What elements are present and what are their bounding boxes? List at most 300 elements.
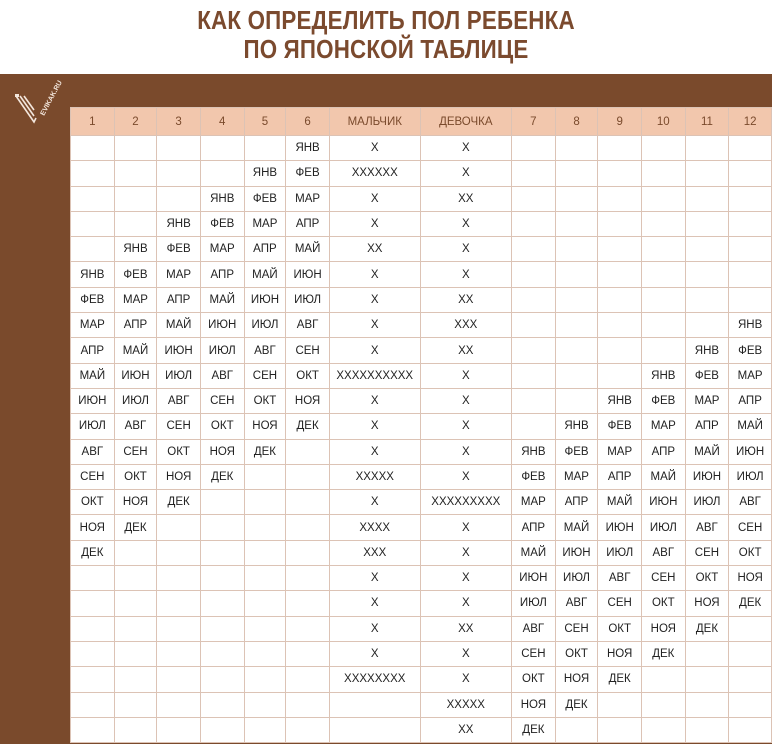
cell-col-10: [641, 136, 685, 161]
cell-col-boy: XXXXXXXX: [329, 667, 420, 692]
cell-col-4: ЯНВ: [200, 186, 244, 211]
cell-col-1: ИЮН: [71, 388, 115, 413]
cell-col-3: [157, 186, 201, 211]
cell-col-9: НОЯ: [598, 641, 642, 666]
cell-col-3: [157, 540, 201, 565]
cell-col-10: АПР: [641, 439, 685, 464]
cell-col-2: [114, 566, 157, 591]
header-col-5: 5: [244, 108, 286, 136]
cell-col-3: [157, 566, 201, 591]
cell-col-5: ФЕВ: [244, 186, 286, 211]
cell-col-girl: X: [420, 237, 511, 262]
cell-col-2: [114, 161, 157, 186]
cell-col-boy: X: [329, 414, 420, 439]
cell-col-5: [244, 692, 286, 717]
cell-col-6: [286, 667, 330, 692]
cell-col-11: АВГ: [685, 515, 729, 540]
cell-col-5: [244, 490, 286, 515]
cell-col-3: [157, 161, 201, 186]
cell-col-4: [200, 540, 244, 565]
cell-col-12: ИЮН: [729, 439, 772, 464]
cell-col-3: ДЕК: [157, 490, 201, 515]
cell-col-boy: X: [329, 313, 420, 338]
cell-col-9: [598, 161, 642, 186]
cell-col-2: МАЙ: [114, 338, 157, 363]
header-col-1: 1: [71, 108, 115, 136]
cell-col-7: [512, 262, 556, 287]
cell-col-3: [157, 515, 201, 540]
table-row: [71, 667, 772, 692]
cell-col-12: [729, 287, 772, 312]
cell-col-7: [512, 237, 556, 262]
cell-col-3: ИЮН: [157, 338, 201, 363]
cell-col-11: [685, 211, 729, 236]
cell-col-girl: XXXXXXXXX: [420, 490, 511, 515]
cell-col-6: [286, 616, 330, 641]
table-row: [71, 439, 772, 464]
cell-col-9: [598, 211, 642, 236]
cell-col-7: ДЕК: [512, 717, 556, 742]
cell-col-3: [157, 591, 201, 616]
cell-col-12: [729, 237, 772, 262]
cell-col-7: [512, 287, 556, 312]
cell-col-12: [729, 161, 772, 186]
cell-col-9: ФЕВ: [598, 414, 642, 439]
cell-col-1: [71, 717, 115, 742]
table-row: [71, 136, 772, 161]
cell-col-5: АПР: [244, 237, 286, 262]
table-header-row: [71, 108, 772, 136]
cell-col-12: [729, 616, 772, 641]
header-col-3: 3: [157, 108, 201, 136]
table-row: [71, 237, 772, 262]
cell-col-1: [71, 641, 115, 666]
cell-col-girl: X: [420, 515, 511, 540]
cell-col-8: ДЕК: [555, 692, 598, 717]
cell-col-8: [555, 136, 598, 161]
cell-col-12: [729, 667, 772, 692]
table-row: [71, 540, 772, 565]
cell-col-1: ОКТ: [71, 490, 115, 515]
cell-col-12: [729, 641, 772, 666]
cell-col-12: НОЯ: [729, 566, 772, 591]
cell-col-10: ДЕК: [641, 641, 685, 666]
cell-col-3: [157, 692, 201, 717]
cell-col-2: [114, 211, 157, 236]
cell-col-7: [512, 388, 556, 413]
table-row: [71, 692, 772, 717]
cell-col-5: НОЯ: [244, 414, 286, 439]
cell-col-10: [641, 186, 685, 211]
cell-col-6: [286, 692, 330, 717]
cell-col-10: [641, 692, 685, 717]
cell-col-3: ЯНВ: [157, 211, 201, 236]
cell-col-girl: X: [420, 667, 511, 692]
cell-col-3: МАЙ: [157, 313, 201, 338]
cell-col-1: [71, 237, 115, 262]
cell-col-6: АВГ: [286, 313, 330, 338]
cell-col-boy: X: [329, 439, 420, 464]
cell-col-boy: X: [329, 338, 420, 363]
cell-col-10: [641, 338, 685, 363]
cell-col-8: [555, 161, 598, 186]
cell-col-11: НОЯ: [685, 591, 729, 616]
cell-col-11: [685, 161, 729, 186]
header-col-11: 11: [685, 108, 729, 136]
cell-col-11: [685, 692, 729, 717]
cell-col-4: МАЙ: [200, 287, 244, 312]
cell-col-2: АВГ: [114, 414, 157, 439]
cell-col-girl: X: [420, 439, 511, 464]
cell-col-8: ЯНВ: [555, 414, 598, 439]
cell-col-7: [512, 186, 556, 211]
header-col-2: 2: [114, 108, 157, 136]
cell-col-11: [685, 262, 729, 287]
cell-col-6: СЕН: [286, 338, 330, 363]
table-row: [71, 186, 772, 211]
cell-col-7: [512, 313, 556, 338]
cell-col-12: [729, 186, 772, 211]
cell-col-6: [286, 540, 330, 565]
cell-col-1: [71, 161, 115, 186]
cell-col-3: ФЕВ: [157, 237, 201, 262]
cell-col-11: ДЕК: [685, 616, 729, 641]
cell-col-boy: X: [329, 641, 420, 666]
cell-col-5: [244, 667, 286, 692]
cell-col-6: ФЕВ: [286, 161, 330, 186]
cell-col-1: [71, 591, 115, 616]
cell-col-12: МАЙ: [729, 414, 772, 439]
cell-col-10: МАР: [641, 414, 685, 439]
cell-col-1: [71, 211, 115, 236]
cell-col-1: ЯНВ: [71, 262, 115, 287]
cell-col-girl: XXXXX: [420, 692, 511, 717]
cell-col-2: НОЯ: [114, 490, 157, 515]
cell-col-8: МАЙ: [555, 515, 598, 540]
cell-col-9: МАР: [598, 439, 642, 464]
cell-col-5: МАЙ: [244, 262, 286, 287]
header-col-7: 7: [512, 108, 556, 136]
cell-col-girl: XX: [420, 616, 511, 641]
cell-col-12: ДЕК: [729, 591, 772, 616]
cell-col-9: АПР: [598, 464, 642, 489]
cell-col-10: СЕН: [641, 566, 685, 591]
cell-col-2: ДЕК: [114, 515, 157, 540]
cell-col-boy: XXXX: [329, 515, 420, 540]
cell-col-10: ИЮН: [641, 490, 685, 515]
cell-col-9: АВГ: [598, 566, 642, 591]
cell-col-8: [555, 388, 598, 413]
cell-col-5: [244, 616, 286, 641]
cell-col-5: [244, 717, 286, 742]
cell-col-5: ЯНВ: [244, 161, 286, 186]
cell-col-1: [71, 667, 115, 692]
cell-col-3: АПР: [157, 287, 201, 312]
cell-col-3: СЕН: [157, 414, 201, 439]
cell-col-boy: X: [329, 388, 420, 413]
cell-col-7: [512, 211, 556, 236]
table-row: [71, 717, 772, 742]
cell-col-11: [685, 136, 729, 161]
cell-col-1: [71, 692, 115, 717]
cell-col-boy: X: [329, 591, 420, 616]
cell-col-10: [641, 237, 685, 262]
cell-col-3: [157, 717, 201, 742]
cell-col-4: ФЕВ: [200, 211, 244, 236]
conception-table: [70, 107, 772, 743]
cell-col-boy: XXXXXX: [329, 161, 420, 186]
cell-col-4: [200, 616, 244, 641]
cell-col-8: [555, 338, 598, 363]
cell-col-9: [598, 363, 642, 388]
cell-col-8: ИЮЛ: [555, 566, 598, 591]
cell-col-11: [685, 313, 729, 338]
cell-col-6: ДЕК: [286, 414, 330, 439]
cell-col-1: [71, 186, 115, 211]
cell-col-3: ИЮЛ: [157, 363, 201, 388]
cell-col-4: ИЮН: [200, 313, 244, 338]
cell-col-4: [200, 641, 244, 666]
table-row: [71, 161, 772, 186]
cell-col-2: [114, 641, 157, 666]
cell-col-11: [685, 237, 729, 262]
cell-col-10: [641, 211, 685, 236]
cell-col-3: [157, 641, 201, 666]
title-line-1: КАК ОПРЕДЕЛИТЬ ПОЛ РЕБЕНКА: [197, 5, 575, 35]
cell-col-6: [286, 591, 330, 616]
cell-col-11: [685, 641, 729, 666]
cell-col-5: [244, 136, 286, 161]
cell-col-9: СЕН: [598, 591, 642, 616]
cell-col-8: [555, 313, 598, 338]
cell-col-9: [598, 338, 642, 363]
cell-col-6: [286, 515, 330, 540]
cell-col-7: ИЮЛ: [512, 591, 556, 616]
cell-col-2: [114, 136, 157, 161]
cell-col-8: [555, 717, 598, 742]
cell-col-10: ФЕВ: [641, 388, 685, 413]
cell-col-11: [685, 287, 729, 312]
cell-col-girl: X: [420, 566, 511, 591]
cell-col-12: АПР: [729, 388, 772, 413]
cell-col-2: [114, 540, 157, 565]
table-row: [71, 388, 772, 413]
cell-col-2: [114, 692, 157, 717]
cell-col-12: [729, 136, 772, 161]
cell-col-4: МАР: [200, 237, 244, 262]
cell-col-1: [71, 616, 115, 641]
cell-col-2: ФЕВ: [114, 262, 157, 287]
cell-col-girl: XX: [420, 287, 511, 312]
cell-col-boy: [329, 717, 420, 742]
cell-col-11: ФЕВ: [685, 363, 729, 388]
cell-col-12: СЕН: [729, 515, 772, 540]
cell-col-7: [512, 161, 556, 186]
header-col-boy: МАЛЬЧИК: [329, 108, 420, 136]
cell-col-5: [244, 641, 286, 666]
cell-col-2: ЯНВ: [114, 237, 157, 262]
cell-col-9: ДЕК: [598, 667, 642, 692]
cell-col-1: МАР: [71, 313, 115, 338]
cell-col-6: ОКТ: [286, 363, 330, 388]
cell-col-8: [555, 363, 598, 388]
cell-col-boy: [329, 692, 420, 717]
cell-col-4: [200, 515, 244, 540]
cell-col-7: [512, 338, 556, 363]
cell-col-2: [114, 717, 157, 742]
cell-col-2: МАР: [114, 287, 157, 312]
cell-col-8: АПР: [555, 490, 598, 515]
table-row: [71, 262, 772, 287]
cell-col-11: ОКТ: [685, 566, 729, 591]
cell-col-7: [512, 414, 556, 439]
cell-col-6: МАР: [286, 186, 330, 211]
cell-col-7: [512, 136, 556, 161]
cell-col-12: ФЕВ: [729, 338, 772, 363]
cell-col-5: ИЮЛ: [244, 313, 286, 338]
cell-col-7: НОЯ: [512, 692, 556, 717]
cell-col-8: [555, 262, 598, 287]
cell-col-boy: X: [329, 211, 420, 236]
cell-col-6: ИЮН: [286, 262, 330, 287]
cell-col-9: ИЮЛ: [598, 540, 642, 565]
cell-col-11: [685, 717, 729, 742]
cell-col-9: [598, 136, 642, 161]
cell-col-2: ОКТ: [114, 464, 157, 489]
cell-col-5: [244, 566, 286, 591]
cell-col-2: АПР: [114, 313, 157, 338]
cell-col-girl: X: [420, 211, 511, 236]
cell-col-6: [286, 490, 330, 515]
cell-col-9: ЯНВ: [598, 388, 642, 413]
table-row: [71, 464, 772, 489]
cell-col-2: [114, 186, 157, 211]
cell-col-girl: XX: [420, 186, 511, 211]
cell-col-4: [200, 692, 244, 717]
cell-col-3: ОКТ: [157, 439, 201, 464]
cell-col-boy: X: [329, 136, 420, 161]
cell-col-9: [598, 237, 642, 262]
cell-col-4: ДЕК: [200, 464, 244, 489]
cell-col-10: ОКТ: [641, 591, 685, 616]
table-row: [71, 490, 772, 515]
cell-col-4: [200, 490, 244, 515]
cell-col-boy: X: [329, 490, 420, 515]
cell-col-5: [244, 591, 286, 616]
cell-col-1: ДЕК: [71, 540, 115, 565]
cell-col-10: НОЯ: [641, 616, 685, 641]
cell-col-boy: XX: [329, 237, 420, 262]
header-col-girl: ДЕВОЧКА: [420, 108, 511, 136]
cell-col-11: ИЮЛ: [685, 490, 729, 515]
cell-col-2: ИЮН: [114, 363, 157, 388]
cell-col-boy: X: [329, 287, 420, 312]
cell-col-6: НОЯ: [286, 388, 330, 413]
logo-text: EVIKAK.RU: [39, 79, 64, 117]
cell-col-boy: X: [329, 566, 420, 591]
cell-col-9: [598, 692, 642, 717]
table-row: [71, 641, 772, 666]
cell-col-boy: X: [329, 616, 420, 641]
table-row: [71, 515, 772, 540]
cell-col-5: [244, 515, 286, 540]
cell-col-4: СЕН: [200, 388, 244, 413]
cell-col-5: МАР: [244, 211, 286, 236]
cell-col-girl: X: [420, 388, 511, 413]
cell-col-10: ИЮЛ: [641, 515, 685, 540]
cell-col-9: ОКТ: [598, 616, 642, 641]
cell-col-5: [244, 464, 286, 489]
cell-col-girl: X: [420, 540, 511, 565]
cell-col-10: [641, 262, 685, 287]
cell-col-6: АПР: [286, 211, 330, 236]
cell-col-12: ИЮЛ: [729, 464, 772, 489]
cell-col-10: [641, 161, 685, 186]
cell-col-9: [598, 262, 642, 287]
cell-col-7: АПР: [512, 515, 556, 540]
cell-col-8: ОКТ: [555, 641, 598, 666]
cell-col-7: АВГ: [512, 616, 556, 641]
cell-col-11: МАЙ: [685, 439, 729, 464]
header-col-12: 12: [729, 108, 772, 136]
cell-col-2: ИЮЛ: [114, 388, 157, 413]
cell-col-12: МАР: [729, 363, 772, 388]
cell-col-girl: X: [420, 136, 511, 161]
cell-col-6: ЯНВ: [286, 136, 330, 161]
cell-col-9: МАЙ: [598, 490, 642, 515]
cell-col-8: СЕН: [555, 616, 598, 641]
cell-col-10: [641, 717, 685, 742]
cell-col-11: СЕН: [685, 540, 729, 565]
cell-col-girl: XX: [420, 717, 511, 742]
cell-col-5: [244, 540, 286, 565]
cell-col-4: [200, 591, 244, 616]
cell-col-1: АВГ: [71, 439, 115, 464]
cell-col-boy: XXXXXXXXXX: [329, 363, 420, 388]
cell-col-8: [555, 287, 598, 312]
cell-col-12: [729, 717, 772, 742]
cell-col-1: ИЮЛ: [71, 414, 115, 439]
cell-col-girl: XXX: [420, 313, 511, 338]
cell-col-10: МАЙ: [641, 464, 685, 489]
cell-col-boy: X: [329, 262, 420, 287]
cell-col-4: ОКТ: [200, 414, 244, 439]
cell-col-9: [598, 717, 642, 742]
cell-col-1: [71, 136, 115, 161]
cell-col-12: [729, 262, 772, 287]
cell-col-4: НОЯ: [200, 439, 244, 464]
cell-col-9: [598, 313, 642, 338]
cell-col-11: [685, 667, 729, 692]
cell-col-7: [512, 363, 556, 388]
cell-col-10: [641, 667, 685, 692]
cell-col-1: ФЕВ: [71, 287, 115, 312]
cell-col-boy: XXXXX: [329, 464, 420, 489]
cell-col-8: [555, 237, 598, 262]
cell-col-11: АПР: [685, 414, 729, 439]
cell-col-4: АВГ: [200, 363, 244, 388]
cell-col-8: ИЮН: [555, 540, 598, 565]
cell-col-11: ИЮН: [685, 464, 729, 489]
title-line-2: ПО ЯПОНСКОЙ ТАБЛИЦЕ: [243, 34, 529, 64]
header-col-8: 8: [555, 108, 598, 136]
cell-col-10: [641, 313, 685, 338]
cell-col-3: АВГ: [157, 388, 201, 413]
cell-col-11: МАР: [685, 388, 729, 413]
cell-col-7: ИЮН: [512, 566, 556, 591]
cell-col-1: [71, 566, 115, 591]
header-col-6: 6: [286, 108, 330, 136]
